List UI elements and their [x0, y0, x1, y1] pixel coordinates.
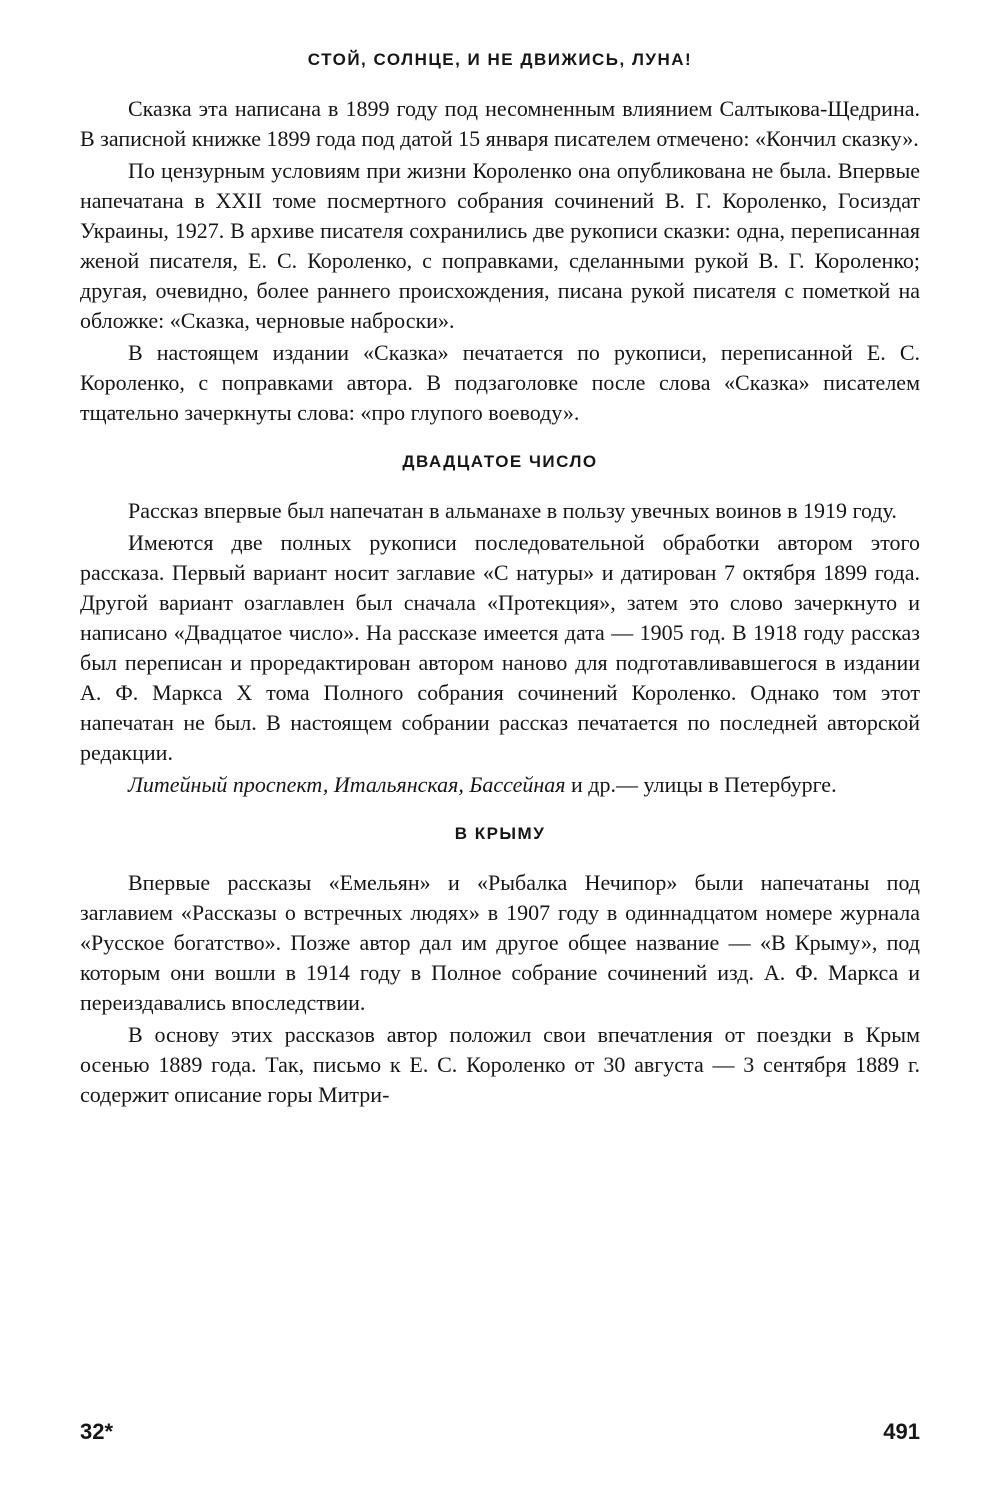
- section-heading-stoi-solntse: СТОЙ, СОЛНЦЕ, И НЕ ДВИЖИСЬ, ЛУНА!: [307, 50, 693, 69]
- page-body: [80, 48, 920, 1112]
- section-heading-v-krymu: В КРЫМУ: [454, 824, 546, 843]
- paragraph: Впервые рассказы «Емельян» и «Рыбалка Нечипор» были напечатаны под заглавием «Рассказы о встречных людях» в 1907 году в одиннадцатом номере журнала «Русское богатство». Позже автор дал им другое общее название — «В Крыму», под которым они вошли в 1914 году в Полное собрание сочинений изд. А. Ф. Маркса и переиздавались впоследствии.: [80, 870, 920, 1015]
- paragraph: Сказка эта написана в 1899 году под несомненным влиянием Салтыкова-Щедрина. В записной книжке 1899 года под датой 15 января писателем отмечено: «Кончил сказку».: [80, 96, 920, 151]
- paragraph: В настоящем издании «Сказка» печатается по рукописи, переписанной Е. С. Короленко, с поправками автора. В подзаголовке после слова «Сказка» писателем тщательно зачеркнуты слова: «про глупого воеводу».: [80, 340, 920, 425]
- note-paragraph: [80, 770, 920, 800]
- paragraph: Имеются две полных рукописи последовательной обработки автором этого рассказа. Первый вариант носит заглавие «С натуры» и датирован 7 октября 1899 года. Другой вариант озаглавлен был сначала «Протекция», затем это слово зачеркнуто и написано «Двадцатое число». На рассказе имеется дата — 1905 год. В 1918 году рассказ был переписан и проредактирован автором наново для подготавливавшегося в издании А. Ф. Маркса X тома Полного собрания сочинений Короленко. Однако том этот напечатан не был. В настоящем собрании рассказ печатается по последней авторской редакции.: [80, 530, 920, 765]
- paragraph: Рассказ впервые был напечатан в альманахе в пользу увечных воинов в 1919 году.: [128, 498, 897, 523]
- section-heading-dvadtsatoe-chislo: ДВАДЦАТОЕ ЧИСЛО: [402, 452, 598, 471]
- italic-street-names: Литейный проспект, Итальянская, Бассейная: [128, 772, 566, 797]
- signature-mark: 32*: [80, 1419, 114, 1444]
- note-text: и др.— улицы в Петербурге.: [565, 772, 837, 797]
- paragraph: В основу этих рассказов автор положил свои впечатления от поездки в Крым осенью 1889 года. Так, письмо к Е. С. Короленко от 30 августа — 3 сентября 1889 г. содержит описание горы Митри-: [80, 1022, 920, 1107]
- page-number: 491: [883, 1419, 920, 1444]
- paragraph: По цензурным условиям при жизни Короленко она опубликована не была. Впервые напечатана в XXII томе посмертного собрания сочинений В. Г. Короленко, Госиздат Украины, 1927. В архиве писателя сохранились две рукописи сказки: одна, переписанная женой писателя, Е. С. Короленко, с поправками, сделанными рукой В. Г. Короленко; другая, очевидно, более раннего происхождения, писана рукой писателя с пометкой на обложке: «Сказка, черновые наброски».: [80, 158, 920, 333]
